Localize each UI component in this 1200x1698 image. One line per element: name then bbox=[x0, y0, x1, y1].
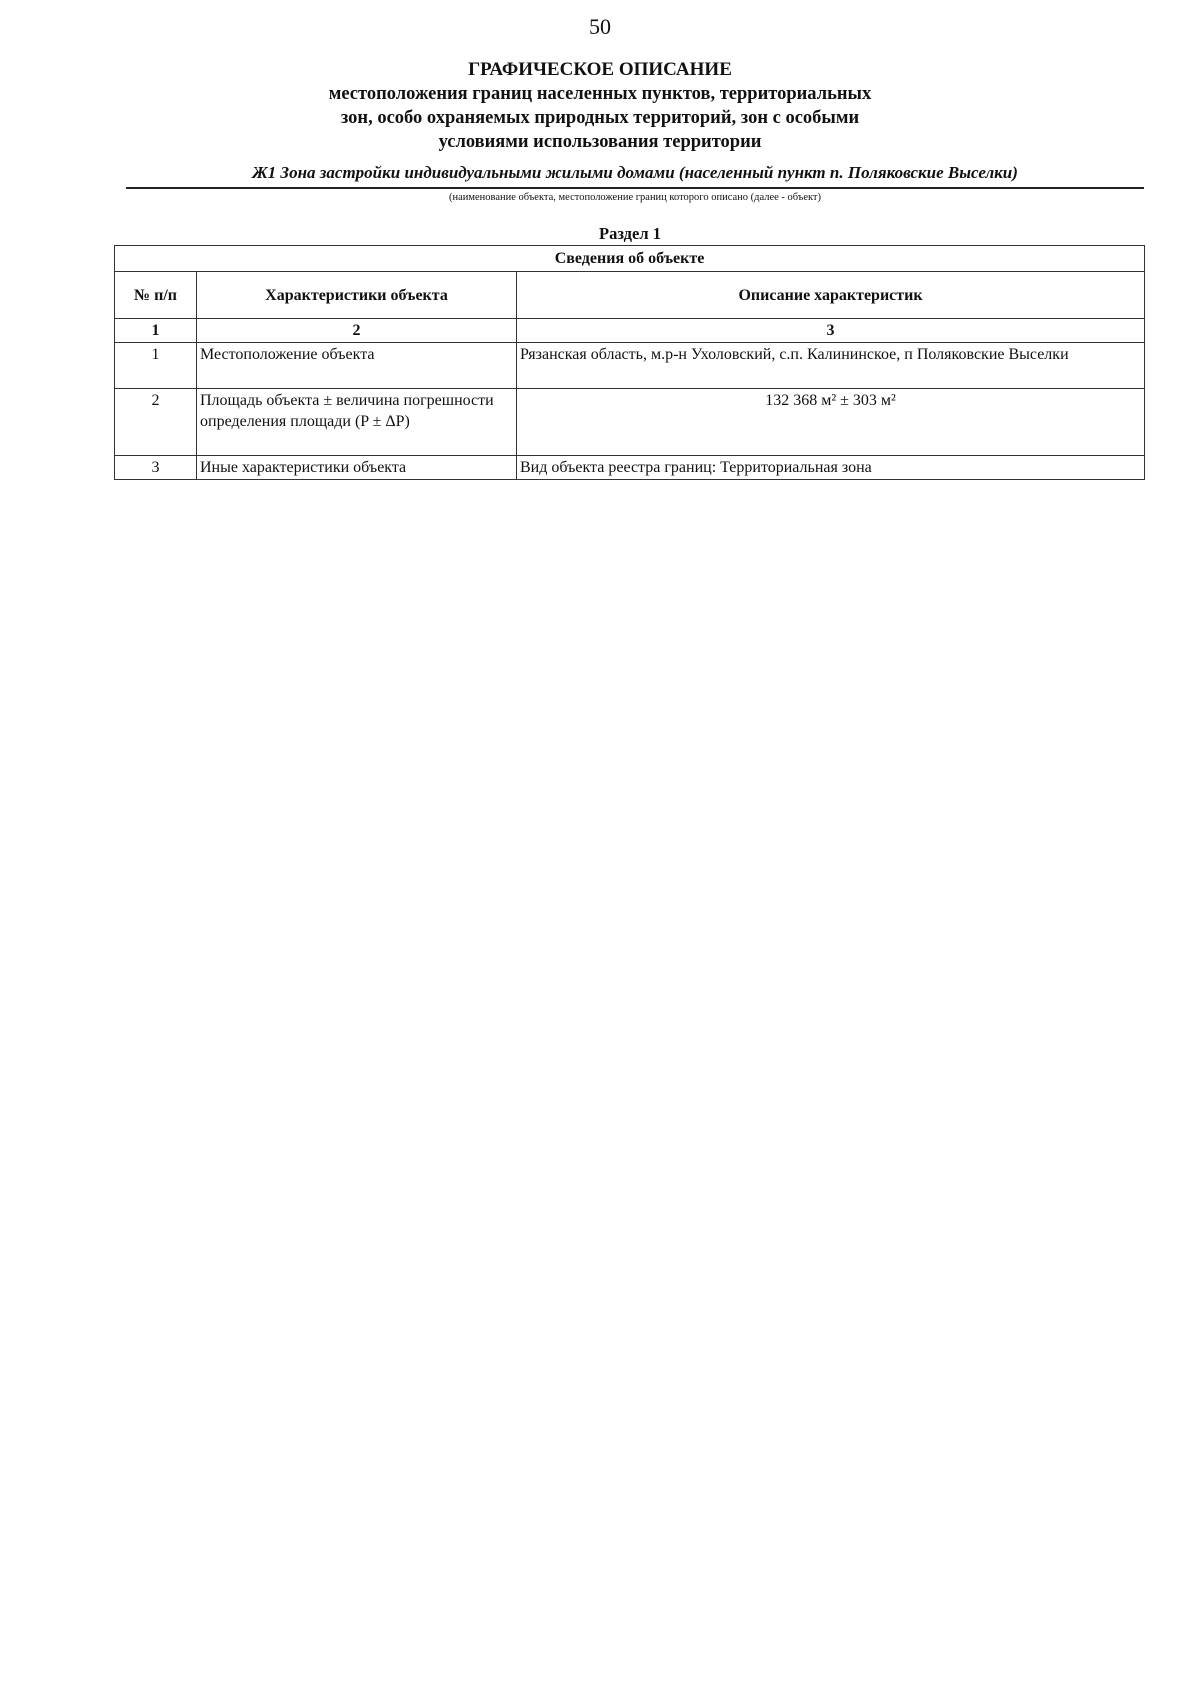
table-caption-row bbox=[115, 246, 1145, 272]
object-name-caption: (наименование объекта, местоположение границ которого описано (далее - объект) bbox=[448, 192, 822, 203]
section-title: Раздел 1 bbox=[599, 224, 661, 243]
header-num: № п/п bbox=[115, 272, 197, 319]
table-caption: Сведения об объекте bbox=[115, 246, 1145, 272]
page-number: 50 bbox=[589, 14, 611, 39]
row-num: 1 bbox=[115, 343, 197, 389]
column-number: 1 bbox=[115, 319, 197, 343]
row-description: Рязанская область, м.р-н Ухоловский, с.п. Калининское, п Поляковские Выселки bbox=[517, 343, 1145, 389]
object-info-table bbox=[114, 245, 1145, 480]
row-num: 2 bbox=[115, 389, 197, 456]
table-row bbox=[115, 389, 1145, 456]
row-characteristic: Иные характеристики объекта bbox=[197, 456, 517, 480]
row-description: Вид объекта реестра границ: Территориальная зона bbox=[517, 456, 1145, 480]
title-main: ГРАФИЧЕСКОЕ ОПИСАНИЕ bbox=[468, 59, 732, 80]
column-number: 3 bbox=[517, 319, 1145, 343]
object-name: Ж1 Зона застройки индивидуальными жилыми домами (населенный пункт п. Поляковские Выселки) bbox=[252, 163, 1018, 182]
row-description: 132 368 м² ± 303 м² bbox=[517, 389, 1145, 456]
row-characteristic: Местоположение объекта bbox=[197, 343, 517, 389]
table-row bbox=[115, 343, 1145, 389]
column-number: 2 bbox=[197, 319, 517, 343]
object-name-underline bbox=[126, 187, 1144, 189]
row-num: 3 bbox=[115, 456, 197, 480]
title-subtitle-line: условиями использования территории bbox=[438, 132, 762, 152]
header-description: Описание характеристик bbox=[517, 272, 1145, 319]
row-characteristic: Площадь объекта ± величина погрешности определения площади (P ± ΔP) bbox=[197, 389, 517, 456]
table-row bbox=[115, 456, 1145, 480]
title-subtitle-line: зон, особо охраняемых природных территорий, зон с особыми bbox=[340, 108, 860, 128]
header-characteristic: Характеристики объекта bbox=[197, 272, 517, 319]
column-number-row bbox=[115, 319, 1145, 343]
table-header-row bbox=[115, 272, 1145, 319]
title-subtitle-line: местоположения границ населенных пунктов, территориальных bbox=[328, 84, 872, 104]
document-title bbox=[0, 58, 1200, 154]
